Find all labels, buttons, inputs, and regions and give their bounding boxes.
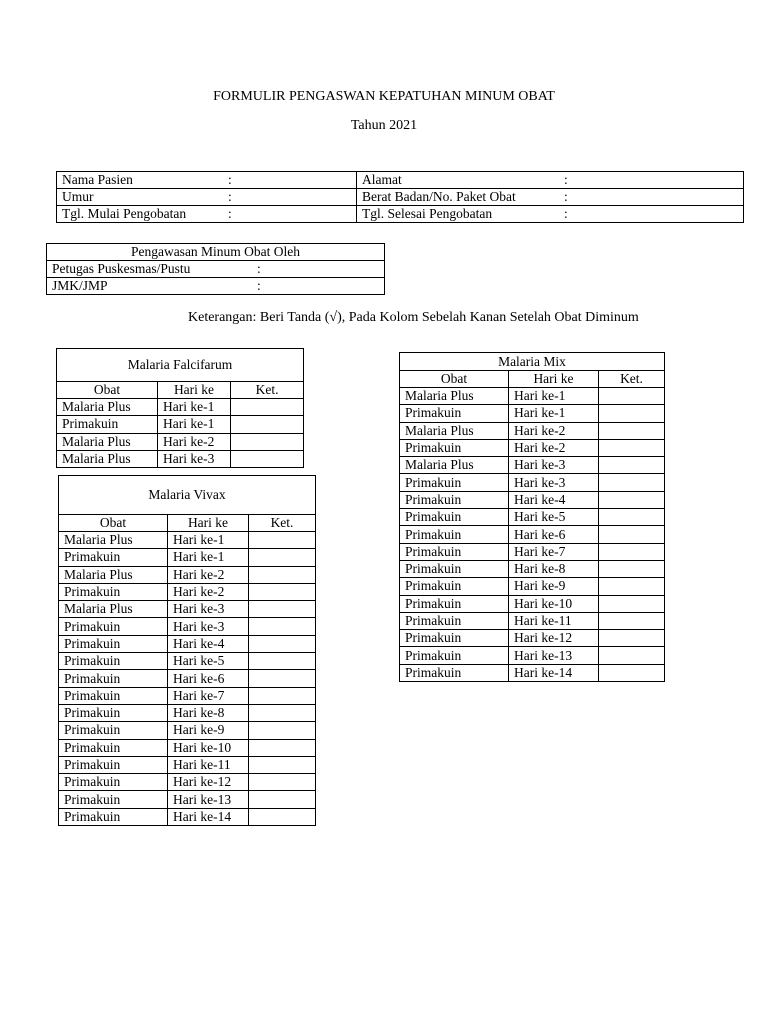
table-title: Malaria Vivax [59, 476, 316, 515]
ket-checkbox-cell[interactable] [249, 601, 316, 618]
medication-row [59, 566, 316, 583]
medication-row [59, 670, 316, 687]
patient-info-row [57, 206, 744, 223]
hari-cell: Hari ke-1 [168, 532, 249, 549]
obat-cell: Primakuin [59, 722, 168, 739]
hari-cell: Hari ke-11 [509, 612, 599, 629]
ket-checkbox-cell[interactable] [599, 543, 665, 560]
ket-checkbox-cell[interactable] [249, 791, 316, 808]
obat-cell: Primakuin [59, 635, 168, 652]
hari-cell: Hari ke-14 [509, 664, 599, 681]
ket-checkbox-cell[interactable] [249, 704, 316, 721]
hari-cell: Hari ke-14 [168, 808, 249, 825]
medication-row [57, 399, 304, 416]
hari-cell: Hari ke-7 [168, 687, 249, 704]
obat-cell: Primakuin [400, 526, 509, 543]
hari-cell: Hari ke-2 [168, 566, 249, 583]
patient-field-separator: : [228, 172, 232, 187]
supervision-separator: : [257, 278, 261, 293]
obat-cell: Primakuin [59, 549, 168, 566]
instruction-note: Keterangan: Beri Tanda (√), Pada Kolom Sebelah Kanan Setelah Obat Diminum [188, 310, 639, 325]
obat-cell: Primakuin [400, 474, 509, 491]
ket-checkbox-cell[interactable] [249, 635, 316, 652]
ket-checkbox-cell[interactable] [599, 422, 665, 439]
hari-cell: Hari ke-4 [168, 635, 249, 652]
obat-cell: Primakuin [400, 405, 509, 422]
supervision-header: Pengawasan Minum Obat Oleh [47, 244, 385, 261]
ket-checkbox-cell[interactable] [249, 739, 316, 756]
hari-cell: Hari ke-12 [168, 774, 249, 791]
hari-cell: Hari ke-6 [168, 670, 249, 687]
hari-cell: Hari ke-2 [509, 422, 599, 439]
ket-checkbox-cell[interactable] [599, 630, 665, 647]
patient-info-table [56, 171, 744, 223]
hari-cell: Hari ke-3 [158, 450, 231, 467]
obat-cell: Malaria Plus [59, 601, 168, 618]
medication-row [400, 509, 665, 526]
ket-checkbox-cell[interactable] [249, 808, 316, 825]
ket-checkbox-cell[interactable] [249, 532, 316, 549]
obat-cell: Primakuin [400, 595, 509, 612]
patient-field-label: Umur [62, 189, 94, 204]
supervision-table [46, 243, 385, 295]
medication-row [59, 532, 316, 549]
ket-checkbox-cell[interactable] [599, 647, 665, 664]
obat-cell: Primakuin [59, 687, 168, 704]
malaria-falcifarum-table [56, 348, 304, 468]
hari-cell: Hari ke-8 [509, 560, 599, 577]
medication-row [400, 595, 665, 612]
hari-cell: Hari ke-13 [168, 791, 249, 808]
patient-field-label: Nama Pasien [62, 172, 133, 187]
ket-checkbox-cell[interactable] [249, 722, 316, 739]
hari-cell: Hari ke-1 [158, 416, 231, 433]
obat-cell: Primakuin [400, 509, 509, 526]
supervision-row [47, 278, 385, 295]
medication-row [400, 457, 665, 474]
patient-field-separator: : [228, 189, 232, 204]
form-title: FORMULIR PENGASWAN KEPATUHAN MINUM OBAT [213, 89, 555, 104]
obat-cell: Malaria Plus [57, 399, 158, 416]
ket-checkbox-cell[interactable] [249, 566, 316, 583]
ket-checkbox-cell[interactable] [599, 560, 665, 577]
patient-field-label: Tgl. Selesai Pengobatan [362, 206, 493, 221]
obat-cell: Primakuin [57, 416, 158, 433]
ket-checkbox-cell[interactable] [599, 595, 665, 612]
medication-row [59, 635, 316, 652]
form-year: Tahun 2021 [350, 118, 418, 133]
ket-checkbox-cell[interactable] [599, 578, 665, 595]
hari-cell: Hari ke-8 [168, 704, 249, 721]
obat-cell: Primakuin [59, 670, 168, 687]
patient-field-cell[interactable] [357, 206, 744, 223]
medication-row [400, 647, 665, 664]
obat-cell: Primakuin [400, 560, 509, 577]
table-title: Malaria Falcifarum [57, 349, 304, 382]
obat-cell: Primakuin [400, 491, 509, 508]
ket-checkbox-cell[interactable] [599, 439, 665, 456]
supervision-header-row [47, 244, 385, 261]
medication-row [59, 756, 316, 773]
column-header-ket: Ket. [599, 371, 665, 388]
ket-checkbox-cell[interactable] [599, 664, 665, 681]
obat-cell: Malaria Plus [400, 388, 509, 405]
column-header-ket: Ket. [231, 382, 304, 399]
medication-row [59, 774, 316, 791]
medication-row [400, 526, 665, 543]
ket-checkbox-cell[interactable] [249, 774, 316, 791]
patient-field-separator: : [564, 206, 568, 221]
hari-cell: Hari ke-10 [168, 739, 249, 756]
column-header-obat: Obat [59, 515, 168, 532]
patient-field-separator: : [564, 172, 568, 187]
ket-checkbox-cell[interactable] [599, 509, 665, 526]
medication-row [400, 439, 665, 456]
malaria-mix-table [399, 352, 665, 682]
medication-row [400, 422, 665, 439]
obat-cell: Primakuin [59, 618, 168, 635]
obat-cell: Primakuin [59, 774, 168, 791]
patient-field-cell[interactable] [57, 206, 357, 223]
obat-cell: Primakuin [400, 439, 509, 456]
ket-checkbox-cell[interactable] [599, 388, 665, 405]
medication-row [400, 664, 665, 681]
hari-cell: Hari ke-5 [509, 509, 599, 526]
supervision-cell[interactable] [47, 278, 385, 295]
ket-checkbox-cell[interactable] [249, 653, 316, 670]
column-header-hari: Hari ke [168, 515, 249, 532]
hari-cell: Hari ke-1 [158, 399, 231, 416]
patient-field-separator: : [564, 189, 568, 204]
obat-cell: Primakuin [59, 808, 168, 825]
obat-cell: Malaria Plus [400, 422, 509, 439]
ket-checkbox-cell[interactable] [599, 491, 665, 508]
hari-cell: Hari ke-7 [509, 543, 599, 560]
patient-field-cell[interactable] [357, 172, 744, 189]
malaria-vivax-table [58, 475, 316, 826]
ket-checkbox-cell[interactable] [599, 405, 665, 422]
medication-row [59, 739, 316, 756]
hari-cell: Hari ke-3 [168, 618, 249, 635]
ket-checkbox-cell[interactable] [599, 526, 665, 543]
obat-cell: Primakuin [400, 647, 509, 664]
obat-cell: Primakuin [59, 704, 168, 721]
patient-field-separator: : [228, 206, 232, 221]
patient-info-row [57, 189, 744, 206]
obat-cell: Malaria Plus [59, 566, 168, 583]
obat-cell: Primakuin [400, 664, 509, 681]
medication-row [57, 433, 304, 450]
patient-field-label: Berat Badan/No. Paket Obat [362, 189, 516, 204]
ket-checkbox-cell[interactable] [231, 399, 304, 416]
medication-row [400, 543, 665, 560]
hari-cell: Hari ke-2 [168, 583, 249, 600]
column-header-hari: Hari ke [158, 382, 231, 399]
patient-field-cell[interactable] [57, 172, 357, 189]
obat-cell: Malaria Plus [57, 450, 158, 467]
obat-cell: Primakuin [59, 583, 168, 600]
medication-row [59, 704, 316, 721]
obat-cell: Malaria Plus [57, 433, 158, 450]
medication-row [400, 560, 665, 577]
medication-row [59, 808, 316, 825]
hari-cell: Hari ke-1 [509, 405, 599, 422]
obat-cell: Primakuin [400, 630, 509, 647]
obat-cell: Primakuin [59, 756, 168, 773]
ket-checkbox-cell[interactable] [231, 433, 304, 450]
obat-cell: Primakuin [59, 791, 168, 808]
hari-cell: Hari ke-13 [509, 647, 599, 664]
column-header-obat: Obat [400, 371, 509, 388]
column-header-hari: Hari ke [509, 371, 599, 388]
hari-cell: Hari ke-12 [509, 630, 599, 647]
hari-cell: Hari ke-6 [509, 526, 599, 543]
obat-cell: Primakuin [400, 543, 509, 560]
medication-row [400, 491, 665, 508]
medication-row [59, 687, 316, 704]
hari-cell: Hari ke-9 [509, 578, 599, 595]
supervision-separator: : [257, 261, 261, 276]
hari-cell: Hari ke-1 [509, 388, 599, 405]
ket-checkbox-cell[interactable] [599, 612, 665, 629]
medication-row [400, 612, 665, 629]
ket-checkbox-cell[interactable] [231, 416, 304, 433]
obat-cell: Primakuin [59, 739, 168, 756]
hari-cell: Hari ke-11 [168, 756, 249, 773]
column-header-ket: Ket. [249, 515, 316, 532]
hari-cell: Hari ke-10 [509, 595, 599, 612]
obat-cell: Primakuin [400, 612, 509, 629]
obat-cell: Primakuin [59, 653, 168, 670]
ket-checkbox-cell[interactable] [599, 457, 665, 474]
medication-row [59, 653, 316, 670]
medication-row [400, 578, 665, 595]
medication-row [400, 388, 665, 405]
hari-cell: Hari ke-3 [168, 601, 249, 618]
supervision-label: JMK/JMP [52, 278, 108, 293]
obat-cell: Malaria Plus [59, 532, 168, 549]
hari-cell: Hari ke-5 [168, 653, 249, 670]
patient-field-cell[interactable] [357, 189, 744, 206]
medication-row [59, 549, 316, 566]
medication-row [57, 450, 304, 467]
medication-row [59, 583, 316, 600]
ket-checkbox-cell[interactable] [249, 670, 316, 687]
patient-field-label: Alamat [362, 172, 402, 187]
hari-cell: Hari ke-1 [168, 549, 249, 566]
supervision-row [47, 261, 385, 278]
ket-checkbox-cell[interactable] [599, 474, 665, 491]
obat-cell: Primakuin [400, 578, 509, 595]
hari-cell: Hari ke-2 [158, 433, 231, 450]
column-header-obat: Obat [57, 382, 158, 399]
supervision-cell[interactable] [47, 261, 385, 278]
hari-cell: Hari ke-3 [509, 457, 599, 474]
ket-checkbox-cell[interactable] [231, 450, 304, 467]
ket-checkbox-cell[interactable] [249, 756, 316, 773]
hari-cell: Hari ke-3 [509, 474, 599, 491]
hari-cell: Hari ke-9 [168, 722, 249, 739]
medication-row [400, 405, 665, 422]
ket-checkbox-cell[interactable] [249, 549, 316, 566]
ket-checkbox-cell[interactable] [249, 687, 316, 704]
ket-checkbox-cell[interactable] [249, 618, 316, 635]
medication-row [400, 474, 665, 491]
table-title: Malaria Mix [400, 353, 665, 371]
hari-cell: Hari ke-4 [509, 491, 599, 508]
medication-row [59, 601, 316, 618]
obat-cell: Malaria Plus [400, 457, 509, 474]
patient-field-label: Tgl. Mulai Pengobatan [62, 206, 187, 221]
hari-cell: Hari ke-2 [509, 439, 599, 456]
medication-row [59, 722, 316, 739]
patient-info-row [57, 172, 744, 189]
medication-row [59, 791, 316, 808]
medication-row [400, 630, 665, 647]
patient-field-cell[interactable] [57, 189, 357, 206]
medication-row [57, 416, 304, 433]
ket-checkbox-cell[interactable] [249, 583, 316, 600]
supervision-label: Petugas Puskesmas/Pustu [52, 261, 191, 276]
medication-row [59, 618, 316, 635]
